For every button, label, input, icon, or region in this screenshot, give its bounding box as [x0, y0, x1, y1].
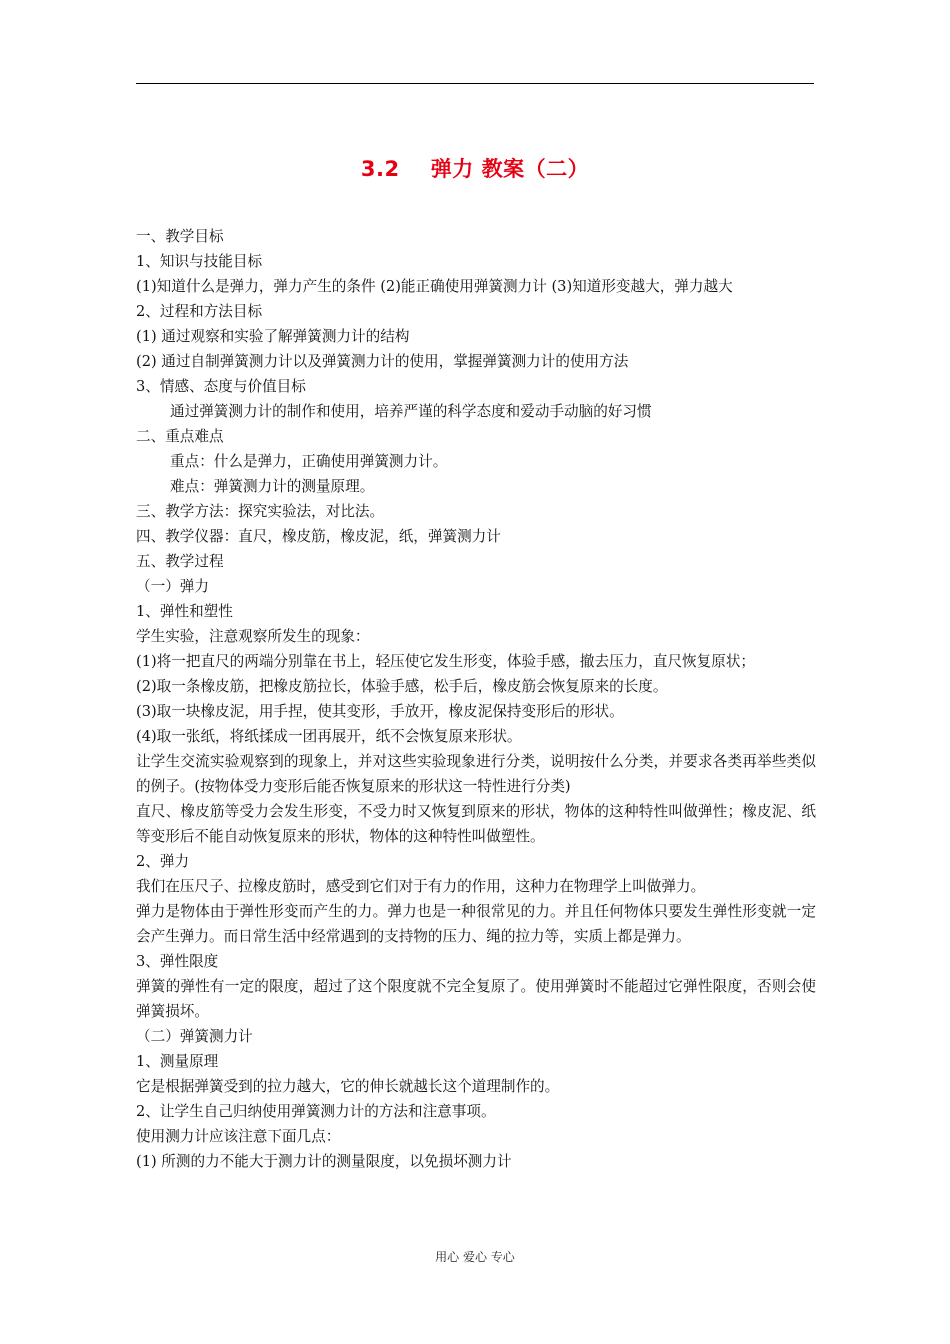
header-rule [136, 83, 814, 84]
experiment-step-4: (4)取一张纸，将纸揉成一团再展开，纸不会恢复原来形状。 [136, 728, 522, 745]
subheading-usage-summary: 2、让学生自己归纳使用弹簧测力计的方法和注意事项。 [136, 1103, 496, 1120]
elastic-force-definition-paragraph: 弹力是物体由于弹性形变而产生的力。弹力也是一种很常见的力。并且任何物体只要发生弹性形变就一定会产生弹力。而日常生活中经常遇到的支持物的压力、绳的拉力等，实质上都是弹力。 [136, 903, 816, 945]
elastic-limit-paragraph: 弹簧的弹性有一定的限度，超过了这个限度就不完全复原了。使用弹簧时不能超过它弹性限度，否则会使弹簧损坏。 [136, 978, 816, 1020]
classification-paragraph: 让学生交流实验观察到的现象上，并对这些实验现象进行分类，说明按什么分类，并要求各类再举些类似的例子。(按物体受力变形后能否恢复原来的形状这一特性进行分类) [136, 753, 816, 795]
usage-notes-intro: 使用测力计应该注意下面几点： [136, 1128, 341, 1145]
subheading-elastic-force: 2、弹力 [136, 853, 190, 870]
elastic-force-intro: 我们在压尺子、拉橡皮筋时，感受到它们对于有力的作用，这种力在物理学上叫做弹力。 [136, 878, 706, 895]
section-teaching-instruments: 四、教学仪器：直尺，橡皮筋，橡皮泥，纸，弹簧测力计 [136, 528, 501, 545]
difficult-point-text: 难点：弹簧测力计的测量原理。 [170, 478, 375, 495]
subheading-knowledge-skills: 1、知识与技能目标 [136, 253, 263, 270]
objective-process-2: (2) 通过自制弹簧测力计以及弹簧测力计的使用，掌握弹簧测力计的使用方法 [136, 353, 629, 370]
section-heading-process: 五、教学过程 [136, 553, 224, 570]
experiment-intro: 学生实验，注意观察所发生的现象： [136, 628, 370, 645]
part-heading-elastic-force: （一）弹力 [136, 578, 209, 595]
experiment-step-3: (3)取一块橡皮泥，用手捏，使其变形，手放开，橡皮泥保持变形后的形状。 [136, 703, 624, 720]
key-point-text: 重点：什么是弹力，正确使用弹簧测力计。 [170, 453, 448, 470]
section-heading-key-points: 二、重点难点 [136, 428, 224, 445]
part-heading-spring-scale: （二）弹簧测力计 [136, 1028, 253, 1045]
objective-knowledge-text: (1)知道什么是弹力，弹力产生的条件 (2)能正确使用弹簧测力计 (3)知道形变越大，弹力越大 [136, 278, 733, 295]
measurement-principle-text: 它是根据弹簧受到的拉力越大，它的伸长就越长这个道理制作的。 [136, 1078, 560, 1095]
page-footer: 用心 爱心 专心 [435, 1250, 515, 1264]
document-body [136, 224, 816, 1174]
document-title: 3.2 弹力 教案（二） [360, 157, 590, 181]
elasticity-definition-paragraph: 直尺、橡皮筋等受力会发生形变，不受力时又恢复到原来的形状，物体的这种特性叫做弹性；橡皮泥、纸等变形后不能自动恢复原来的形状，物体的这种特性叫做塑性。 [136, 803, 816, 845]
objective-attitude-text: 通过弹簧测力计的制作和使用，培养严谨的科学态度和爱动手动脑的好习惯 [170, 403, 652, 420]
experiment-step-2: (2)取一条橡皮筋，把橡皮筋拉长，体验手感，松手后，橡皮筋会恢复原来的长度。 [136, 678, 668, 695]
experiment-step-1: (1)将一把直尺的两端分别靠在书上，轻压使它发生形变，体验手感，撤去压力，直尺恢复原状； [136, 653, 756, 670]
subheading-elastic-limit: 3、弹性限度 [136, 953, 219, 970]
subheading-measurement-principle: 1、测量原理 [136, 1053, 219, 1070]
subheading-process-method: 2、过程和方法目标 [136, 303, 263, 320]
section-heading-objectives: 一、教学目标 [136, 228, 224, 245]
section-teaching-methods: 三、教学方法：探究实验法，对比法。 [136, 503, 385, 520]
subheading-attitude-values: 3、情感、态度与价值目标 [136, 378, 306, 395]
subheading-elasticity-plasticity: 1、弹性和塑性 [136, 603, 233, 620]
objective-process-1: (1) 通过观察和实验了解弹簧测力计的结构 [136, 328, 410, 345]
usage-note-1: (1) 所测的力不能大于测力计的测量限度，以免损坏测力计 [136, 1153, 512, 1170]
